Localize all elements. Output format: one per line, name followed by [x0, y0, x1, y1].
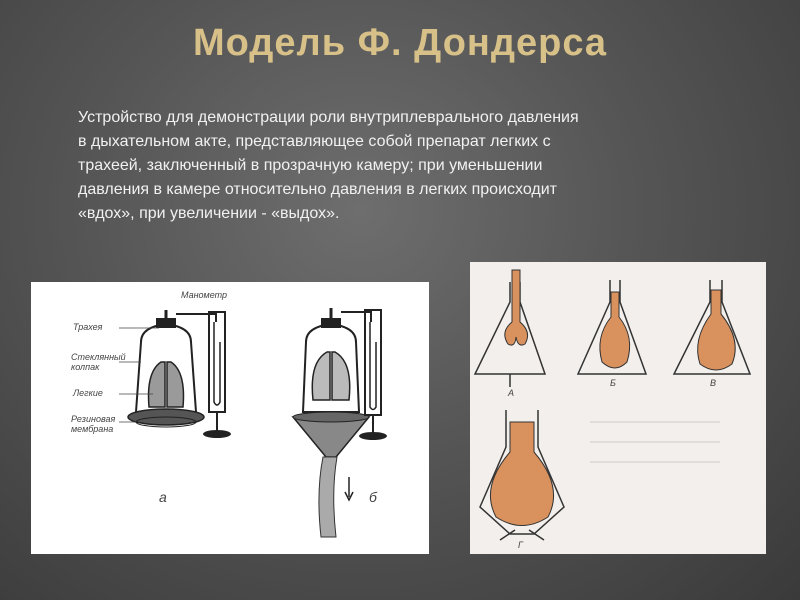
panel-a-label: а — [159, 489, 167, 505]
lung-balloon-figure — [470, 262, 766, 554]
membrane-label-2: мембрана — [71, 424, 114, 434]
label-g: Г — [518, 540, 523, 550]
glass-cap-label-1: Стеклянный — [71, 352, 126, 362]
label-a: А — [508, 388, 515, 398]
panel-b-label: б — [369, 489, 377, 505]
slide-title: Модель Ф. Дондерса — [192, 22, 608, 64]
balloon-diagrams — [470, 262, 766, 554]
label-b: Б — [610, 378, 616, 388]
lungs-label: Легкие — [73, 388, 103, 398]
glass-cap-label-2: колпак — [71, 362, 100, 372]
trachea-label: Трахея — [73, 322, 103, 332]
membrane-label-1: Резиновая — [71, 414, 116, 424]
label-v: В — [710, 378, 717, 388]
slide-description: Устройство для демонстрации роли внутриплеврального давления в дыхательном акте, представляющее собой препарат легких с трахеей, заключенный в прозрачную камеру; при уменьшении давления в камере относительно давления в легких происходит «вдох», при увеличении - «выдох». — [78, 109, 579, 222]
manometer-label: Манометр — [181, 290, 228, 300]
donders-apparatus-figure — [31, 282, 429, 554]
